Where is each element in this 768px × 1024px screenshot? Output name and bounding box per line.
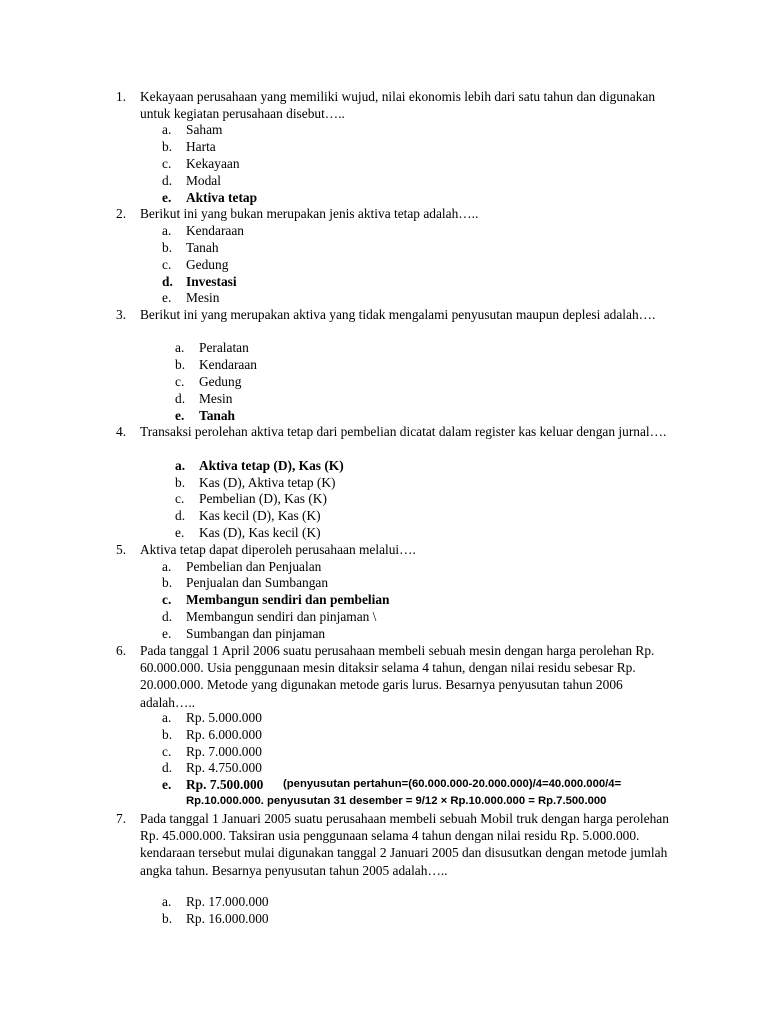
option-text: Aktiva tetap (186, 190, 258, 205)
calculation-line-2: Rp.10.000.000. penyusutan 31 desember = 9/12 × Rp.10.000.000 = Rp.7.500.000 (186, 795, 607, 807)
option-letter: a. (162, 223, 172, 238)
option-text: Pembelian (D), Kas (K) (199, 491, 327, 506)
question-text: Pada tanggal 1 April 2006 suatu perusahaan membeli sebuah mesin dengan harga perolehan Rp. 60.000.000. Usia penggunaan mesin ditaksir selama 4 tahun, dengan nilai residu sebesar Rp. 20.000.000. Metode yang digunakan metode garis lurus. Besarnya penyusutan tahun 2006 adalah….. (140, 643, 655, 710)
question-text: Kekayaan perusahaan yang memiliki wujud, nilai ekonomis lebih dari satu tahun dan digunakan untuk kegiatan perusahaan disebut….. (140, 89, 656, 122)
option-text: Rp. 16.000.000 (186, 911, 269, 926)
option-letter: e. (175, 408, 185, 423)
option-letter: c. (175, 374, 185, 389)
question-number: 3. (116, 307, 127, 322)
option-text: Aktiva tetap (D), Kas (K) (199, 458, 344, 473)
option-letter: a. (162, 559, 172, 574)
option-text: Membangun sendiri dan pembelian (186, 592, 390, 607)
option-text: Mesin (199, 391, 233, 406)
option-text: Sumbangan dan pinjaman (186, 626, 326, 641)
option-text: Penjualan dan Sumbangan (186, 575, 329, 590)
question-number: 5. (116, 542, 127, 557)
option-letter: c. (162, 156, 172, 171)
question-text: Berikut ini yang merupakan aktiva yang tidak mengalami penyusutan maupun deplesi adalah…. (140, 307, 656, 322)
option-text: Tanah (199, 408, 235, 423)
option-text: Peralatan (199, 340, 249, 355)
option-text: Rp. 5.000.000 (186, 710, 262, 725)
option-letter: b. (175, 475, 186, 490)
option-text: Pembelian dan Penjualan (186, 559, 322, 574)
question-text: Pada tanggal 1 Januari 2005 suatu perusahaan membeli sebuah Mobil truk dengan harga perolehan Rp. 45.000.000. Taksiran usia penggunaan selama 4 tahun dengan nilai residu Rp. 5.000.000. kendaraan tersebut mulai digunakan tanggal 2 Januari 2005 dan disusutkan dengan metode jumlah angka tahun. Besarnya penyusutan tahun 2005 adalah….. (140, 811, 669, 878)
option-text: Kendaraan (186, 223, 244, 238)
option-text: Kekayaan (186, 156, 240, 171)
option-text: Mesin (186, 290, 220, 305)
option-text: Kas kecil (D), Kas (K) (199, 508, 321, 523)
option-text: Harta (186, 139, 216, 154)
option-letter: d. (162, 274, 173, 289)
option-text: Gedung (186, 257, 229, 272)
option-text: Modal (186, 173, 221, 188)
option-text: Kas (D), Kas kecil (K) (199, 525, 321, 540)
option-letter: b. (162, 727, 173, 742)
option-letter: a. (162, 710, 172, 725)
option-letter: c. (162, 744, 172, 759)
question-number: 1. (116, 89, 127, 104)
option-letter: b. (175, 357, 186, 372)
question-text: Aktiva tetap dapat diperoleh perusahaan melalui…. (140, 542, 416, 557)
option-letter: d. (162, 173, 173, 188)
option-letter: a. (162, 894, 172, 909)
question-number: 7. (116, 811, 127, 826)
option-letter: b. (162, 575, 173, 590)
question-number: 6. (116, 643, 127, 658)
calculation-line-1: (penyusutan pertahun=(60.000.000-20.000.000)/4=40.000.000/4= (283, 778, 622, 790)
question-text: Berikut ini yang bukan merupakan jenis aktiva tetap adalah….. (140, 206, 479, 221)
question-number: 2. (116, 206, 127, 221)
option-text: Kas (D), Aktiva tetap (K) (199, 475, 336, 490)
option-letter: c. (162, 592, 172, 607)
option-letter: b. (162, 911, 173, 926)
option-text: Tanah (186, 240, 219, 255)
option-text: Kendaraan (199, 357, 257, 372)
option-text: Membangun sendiri dan pinjaman \ (186, 609, 377, 624)
option-letter: c. (162, 257, 172, 272)
option-letter: e. (162, 290, 172, 305)
option-letter: c. (175, 491, 185, 506)
option-text: Gedung (199, 374, 242, 389)
option-letter: d. (162, 760, 173, 775)
option-text: Rp. 6.000.000 (186, 727, 262, 742)
question-text: Transaksi perolehan aktiva tetap dari pembelian dicatat dalam register kas keluar dengan jurnal…. (140, 424, 667, 439)
option-text: Investasi (186, 274, 237, 289)
option-letter: a. (175, 458, 186, 473)
option-text: Saham (186, 122, 223, 137)
option-letter: b. (162, 139, 173, 154)
option-text: Rp. 7.500.000 (186, 777, 264, 792)
option-letter: d. (175, 391, 186, 406)
option-letter: d. (162, 609, 173, 624)
option-letter: e. (175, 525, 185, 540)
option-letter: a. (162, 122, 172, 137)
option-text: Rp. 7.000.000 (186, 744, 262, 759)
option-letter: a. (175, 340, 185, 355)
option-text: Rp. 17.000.000 (186, 894, 269, 909)
option-letter: e. (162, 190, 172, 205)
option-letter: e. (162, 777, 172, 792)
option-text: Rp. 4.750.000 (186, 760, 262, 775)
option-letter: d. (175, 508, 186, 523)
option-letter: b. (162, 240, 173, 255)
option-letter: e. (162, 626, 172, 641)
question-number: 4. (116, 424, 127, 439)
